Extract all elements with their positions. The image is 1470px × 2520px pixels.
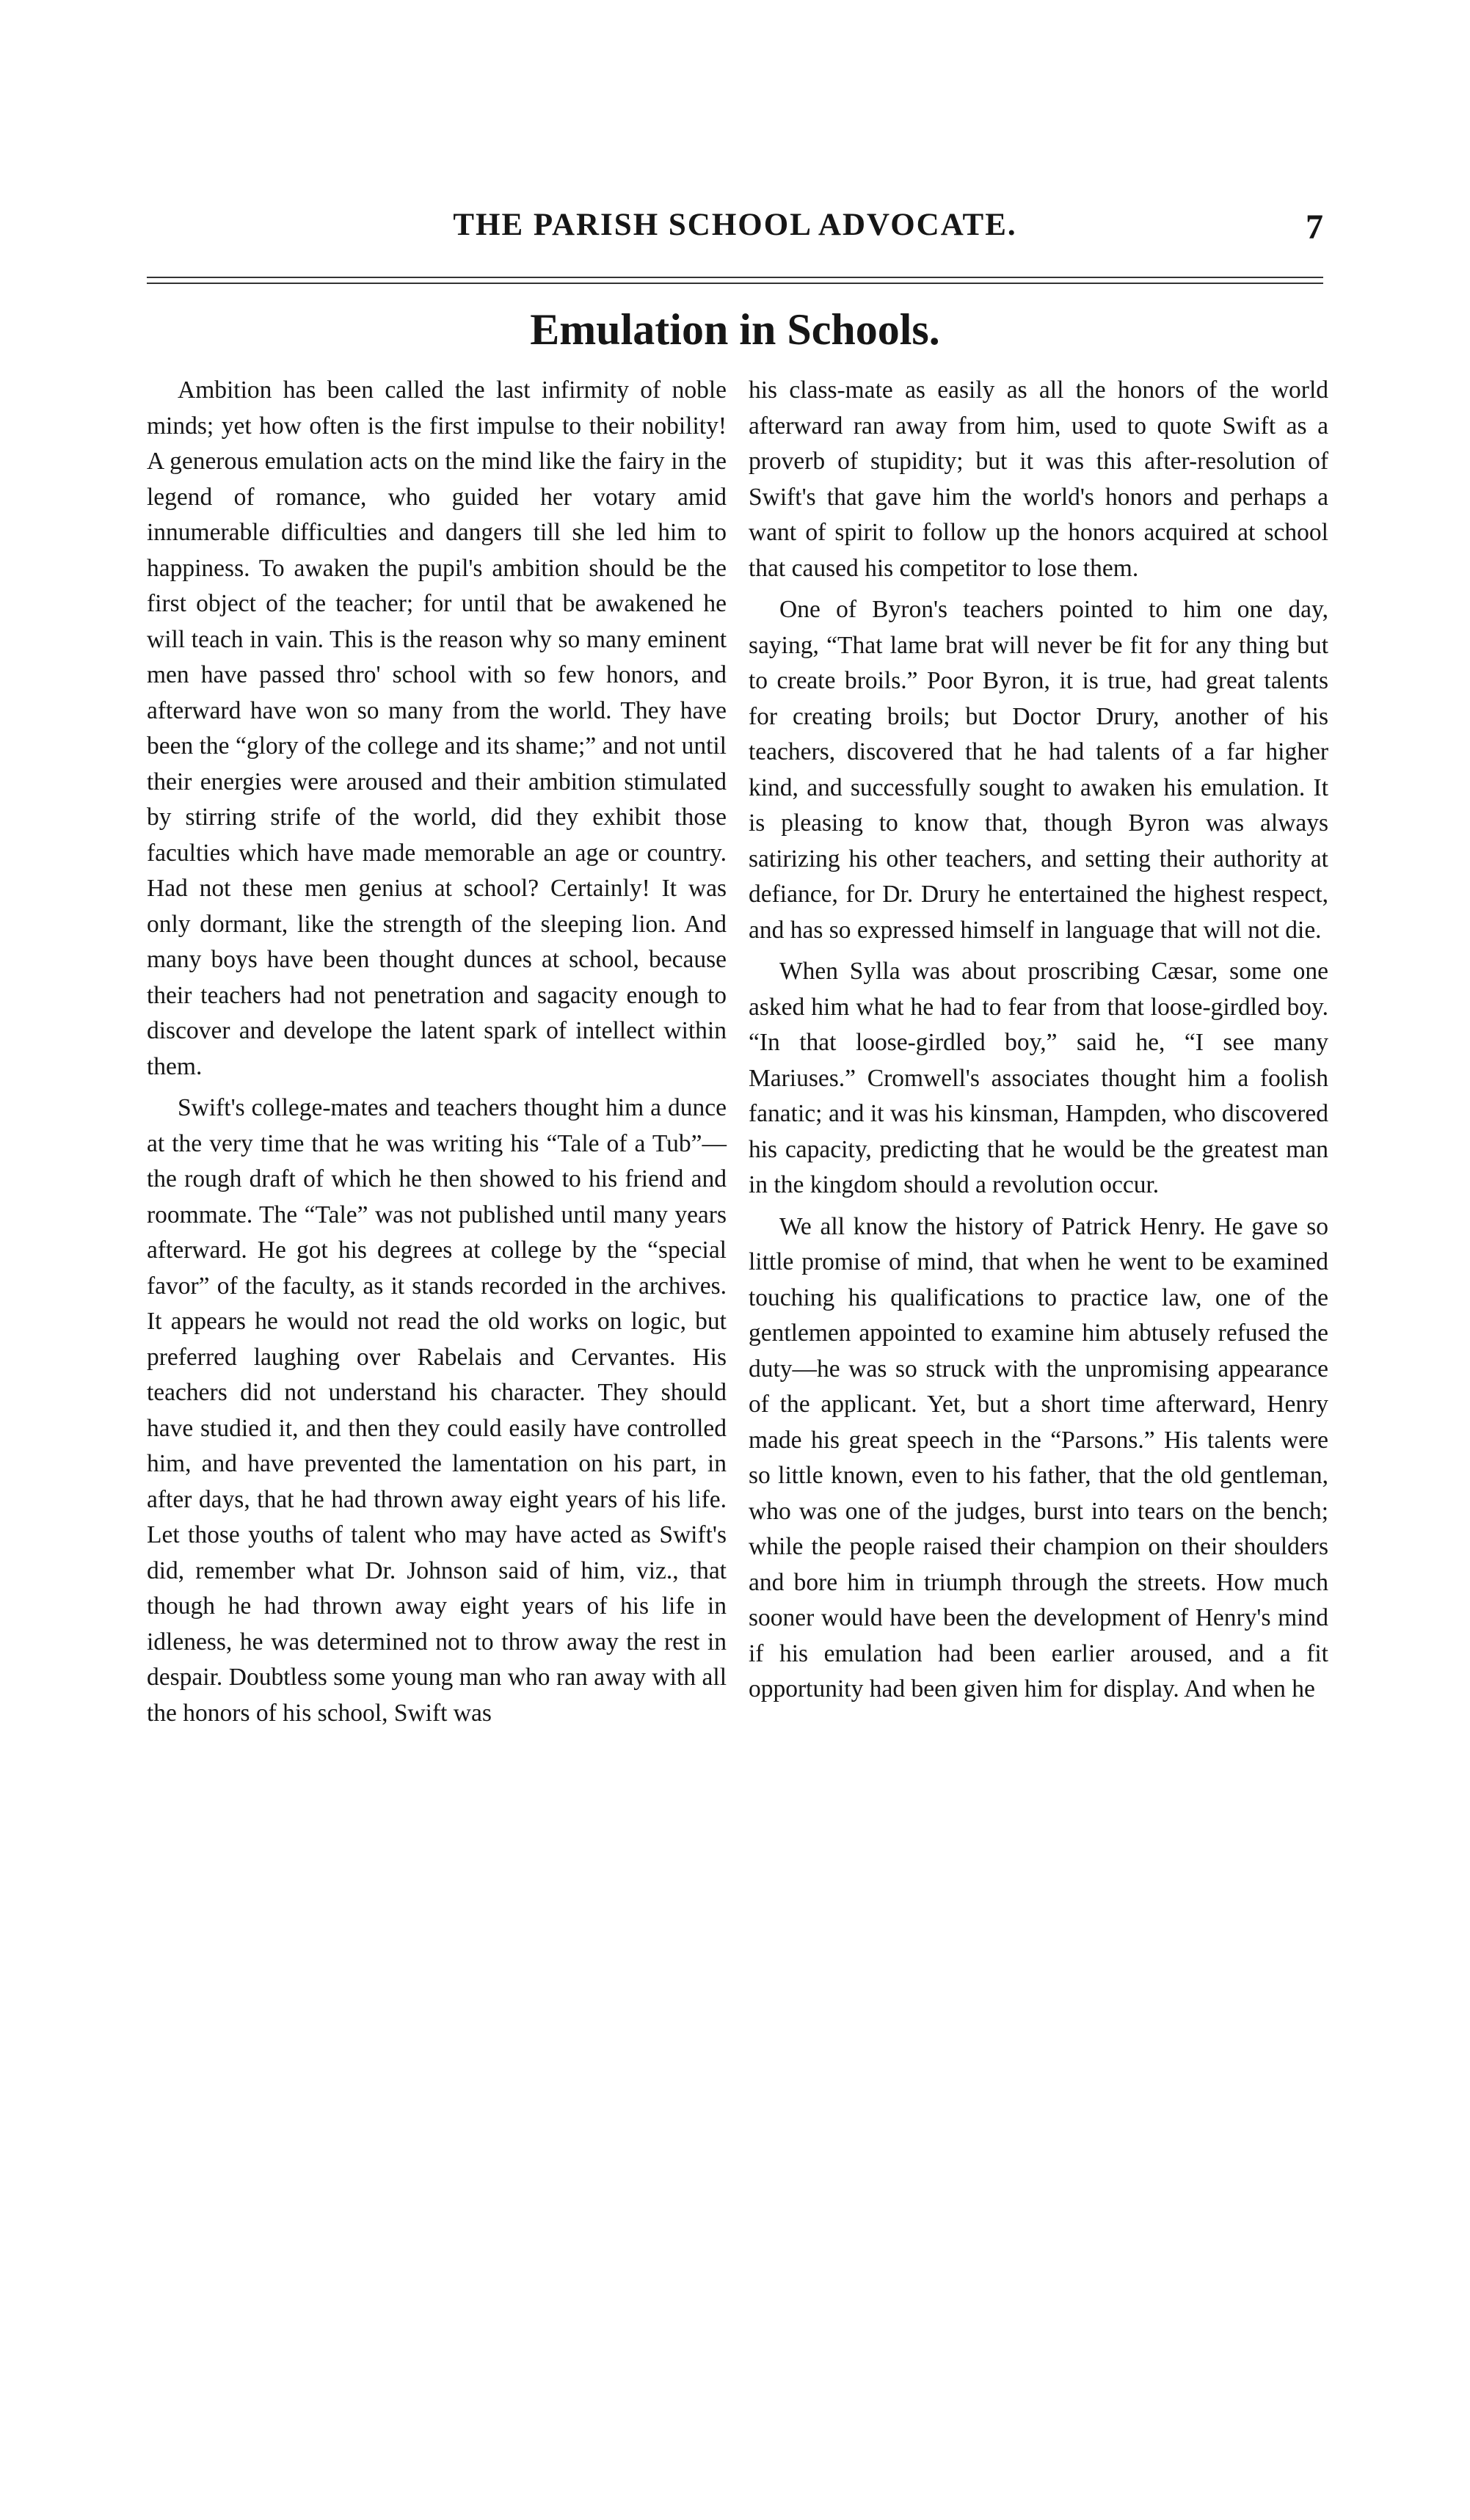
right-column [749, 373, 1328, 1708]
page-number: 7 [1306, 208, 1323, 247]
header-rule [147, 277, 1323, 284]
journal-name: THE PARISH SCHOOL ADVOCATE. [453, 208, 1017, 242]
paragraph-ambition: Ambition has been called the last infirmity of noble minds; yet how often is the first impulse to their nobility! A generous emulation acts on the mind like the fairy in the legend of romance, who guided her votary amid innumerable difficulties and dangers till she led him to happiness. To awaken the pupil's ambition should be the first object of the teacher; for until that be awakened he will teach in vain. This is the reason why so many eminent men have passed thro' school with so few honors, and afterward have won so many from the world. They have been the “glory of the college and its shame;” and not until their energies were aroused and their ambition stimulated by stirring strife of the world, did they exhibit those faculties which have made memorable an age or country. Had not these men genius at school? Certainly! It was only dormant, like the strength of the sleeping lion. And many boys have been thought dunces at school, because their teachers had not penetration and sagacity enough to discover and develope the latent spark of intellect within them. [147, 376, 727, 1080]
paragraph-patrick-henry: We all know the history of Patrick Henry. He gave so little promise of mind, that when he went to be examined touching his qualifications to practice law, one of the gentlemen appointed to examine him abtusely refused the duty—he was so struck with the unpromising appearance of the applicant. Yet, but a short time afterward, Henry made his great speech in the “Parsons.” His talents were so little known, even to his father, that the old gentleman, who was one of the judges, burst into tears on the bench; while the people raised their champion on their shoulders and bore him in triumph through the streets. How much sooner would have been the development of Henry's mind if his emulation had been earlier aroused, and a fit opportunity had been given him for display. And when he [749, 1212, 1328, 1703]
paragraph-sylla-cromwell: When Sylla was about proscribing Cæsar, some one asked him what he had to fear from that loose-girdled boy. “In that loose-girdled boy,” said he, “I see many Mariuses.” Cromwell's associates thought him a foolish fanatic; and it was his kinsman, Hampden, who discovered his capacity, predicting that he would be the greatest man in the kingdom should a revolution occur. [749, 958, 1328, 1198]
paragraph-swift-continued: his class-mate as easily as all the honors of the world afterward ran away from him, used to quote Swift as a proverb of stupidity; but it was this after-resolution of Swift's that gave him the world's honors and perhaps a want of spirit to follow up the honors acquired at school that caused his competitor to lose them. [749, 376, 1328, 582]
left-column [147, 373, 727, 1731]
paragraph-byron: One of Byron's teachers pointed to him one day, saying, “That lame brat will never be fit for any thing but to create broils.” Poor Byron, it is true, had great talents for creating broils; but Doctor Drury, another of his teachers, discovered that he had talents of a far higher kind, and successfully sought to awaken his emulation. It is pleasing to know that, though Byron was always satirizing his other teachers, and setting their authority at defiance, for Dr. Drury he entertained the highest respect, and has so expressed himself in language that will not die. [749, 596, 1328, 944]
article-title: Emulation in Schools. [530, 305, 940, 354]
running-head [147, 207, 1323, 258]
paragraph-swift: Swift's college-mates and teachers thought him a dunce at the very time that he was writing his “Tale of a Tub”—the rough draft of which he then showed to his friend and roommate. The “Tale” was not published until many years afterward. He got his degrees at college by the “special favor” of the faculty, as it stands recorded in the archives. It appears he would not read the old works on logic, but preferred laughing over Rabelais and Cervantes. His teachers did not understand his character. They should have studied it, and then they could easily have controlled him, and have prevented the lamentation on his part, in after days, that he had thrown away eight years of his life. Let those youths of talent who may have acted as Swift's did, remember what Dr. Johnson said of him, viz., that though he had thrown away eight years of his life in idleness, he was determined not to throw away the rest in despair. Doubtless some young man who ran away with all the honors of his school, Swift was [147, 1094, 727, 1727]
